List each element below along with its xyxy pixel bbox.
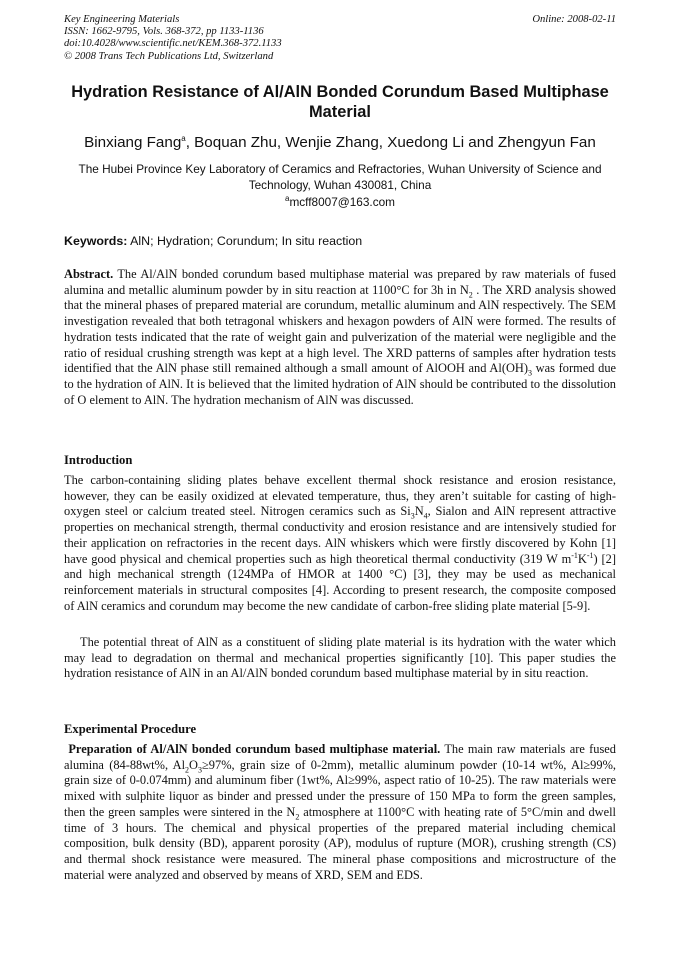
- keywords-text: AlN; Hydration; Corundum; In situ reaction: [127, 234, 363, 248]
- keywords-label: Keywords:: [64, 234, 128, 248]
- online-date: Online: 2008-02-11: [532, 14, 616, 25]
- abstract-sub-1: 2: [468, 290, 473, 300]
- author-list: [64, 133, 616, 153]
- intro-sub-2: 4: [423, 511, 428, 521]
- first-author-mark: a: [181, 133, 186, 143]
- intro-sup-1: -1: [571, 550, 578, 560]
- paper-title: Hydration Resistance of Al/AlN Bonded Corundum Based Multiphase Material: [71, 83, 609, 121]
- issn-line: ISSN: 1662-9795, Vols. 368-372, pp 1133-1136: [64, 26, 264, 38]
- exp-sub-2: 3: [198, 765, 202, 775]
- doi-line: doi:10.4028/www.scientific.net/KEM.368-372.1133: [64, 38, 282, 50]
- introduction-paragraph-2: The potential threat of AlN as a constituent of sliding plate material is its hydration with the water which may lead to degradation on thermal and mechanical properties significantly [10]. This paper studies the hydration resistance of AlN in an Al/AlN bonded corundum based multiphase material by in situ reaction.: [64, 635, 616, 681]
- intro-text-a: The carbon-containing sliding plates behave excellent thermal shock resistance and erosion resistance, however, they can be easily oxidized at elevated temperature, thus, they aren’t suitable for casting of high-oxygen steel or calcium treated steel. Nitrogen ceramics such as Si: [64, 473, 616, 519]
- email-mark: a: [285, 194, 290, 204]
- first-author: Binxiang Fang: [84, 134, 182, 151]
- exp-text-2: O: [189, 757, 198, 772]
- exp-sub-3: 2: [295, 812, 300, 822]
- email-address: mcff8007@163.com: [289, 195, 395, 209]
- abstract: [64, 267, 616, 408]
- intro-text-d: K: [577, 551, 587, 566]
- author-email: [64, 194, 616, 210]
- intro-text-b: N: [414, 504, 424, 519]
- other-authors: , Boquan Zhu, Wenjie Zhang, Xuedong Li and Zhengyun Fan: [185, 134, 596, 151]
- experimental-lead: Preparation of Al/AlN bonded corundum based multiphase material.: [68, 742, 441, 756]
- exp-text-3: ≥97%, grain size of 0-2mm), metallic aluminum powder (10-14 wt%, Al≥99%, grain size of 0-0.074mm) and aluminum fiber (1wt%, Al≥99%, aspect ratio of 10-25). The raw materials were mixed with sulphite liquor as binder and pressed under the pressure of 150 MPa to form the green samples, then the green samples were sintered in the N: [64, 757, 616, 819]
- experimental-paragraph-1: [64, 742, 616, 883]
- journal-header: [64, 14, 616, 63]
- exp-text-1: The main raw materials are fused alumina (84-88wt%, Al: [64, 742, 616, 772]
- abstract-text-1: The Al/AlN bonded corundum based multiphase material was prepared by raw materials of fused alumina and metallic aluminum powder by in situ reaction at 1100°C for 3h in N: [64, 267, 616, 297]
- keywords: [64, 233, 616, 249]
- journal-name: Key Engineering Materials: [64, 14, 180, 25]
- introduction-paragraph-1: [64, 473, 616, 614]
- exp-text-4: atmosphere at 1100°C with heating rate of 5°C/min and dwell time of 3 hours. The chemical and physical properties of the prepared material including chemical composition, bulk density (BD), apparent porosity (AP), modulus of rupture (MOR), crushing strength (CS) and thermal shock resistance were measured. The mineral phase compositions and microstructure of the material were analyzed and observed by means of XRD, SEM and EDS.: [64, 804, 616, 882]
- exp-sub-1: 2: [185, 765, 190, 775]
- introduction-heading: Introduction: [64, 453, 133, 467]
- intro-text-c: , Sialon and AlN represent attractive properties on mechanical strength, thermal conductivity and erosion resistance and are intensively studied for their application on refractories in the recent days. AlN whiskers which were firstly discovered by Kohn [1] have good physical and chemical properties such as high theoretical thermal conductivity (319 W m: [64, 504, 616, 566]
- intro-sub-1: 3: [410, 511, 415, 521]
- abstract-text-3: was formed due to the hydration of AlN. It is believed that the limited hydration of AlN should be contributed to the dissolution of O element to AlN. The hydration mechanism of AlN was discussed.: [64, 361, 617, 407]
- abstract-text-2: . The XRD analysis showed that the mineral phases of prepared material are corundum, metallic aluminum and AlN respectively. The SEM investigation revealed that both tetragonal whiskers and hexagon powders of AlN were formed. The results of hydration tests indicated that the rate of weight gain and pulverization of the material were negligible and the ratio of residual crushing strength was kept at a high level. The XRD patterns of samples after hydration tests identified that the AlN phase still remained although a small amount of AlOOH and Al(OH): [64, 282, 616, 376]
- experimental-heading: Experimental Procedure: [64, 722, 197, 736]
- abstract-sub-2: 3: [527, 368, 532, 378]
- abstract-label: Abstract.: [64, 267, 114, 281]
- copyright-line: © 2008 Trans Tech Publications Ltd, Switzerland: [64, 50, 274, 62]
- intro-sup-2: -1: [586, 550, 594, 560]
- affiliation: The Hubei Province Key Laboratory of Ceramics and Refractories, Wuhan University of Science and Technology, Wuhan 430081, China: [78, 162, 602, 192]
- intro-text-e: ) [2] and high mechanical strength (124MPa of HMOR at 1400 °C) [3], they may be used as mechanical reinforcement materials in structural composites [4]. According to present research, the composite composed of AlN ceramics and corundum may become the new candidate of carbon-free sliding plate material [5-9].: [64, 551, 616, 613]
